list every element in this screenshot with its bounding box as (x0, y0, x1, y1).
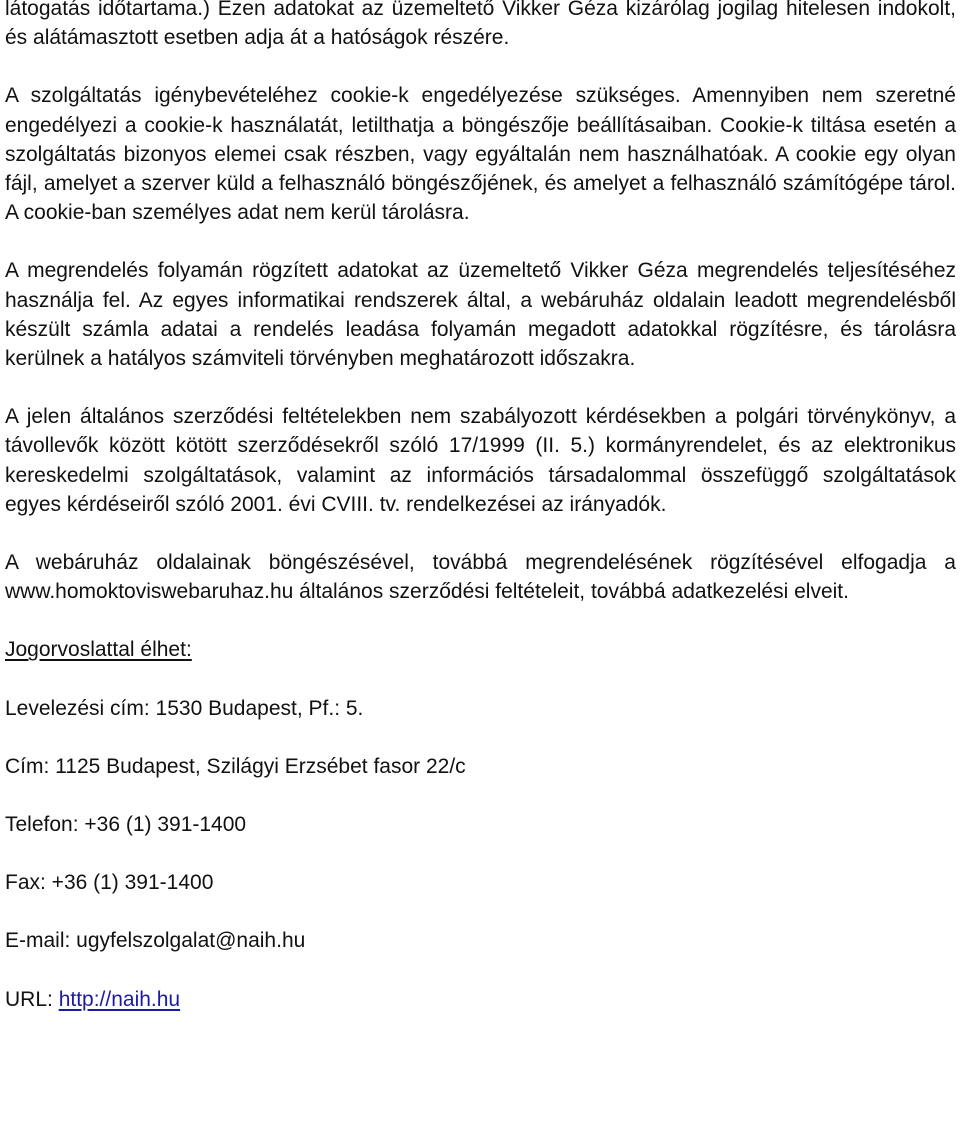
paragraph-legal-basis: A jelen általános szerződési feltételekben nem szabályozott kérdésekben a polgári törvénykönyv, a távollevők között kötött szerződésekről szóló 17/1999 (II. 5.) kormányrendelet, és az elektronikus kereskedelmi szolgáltatások, valamint az információs társadalommal összefüggő szolgáltatások egyes kérdéseiről szóló 2001. évi CVIII. tv. rendelkezései az irányadók. (5, 405, 956, 516)
url-link[interactable]: http://naih.hu (58, 987, 181, 1011)
document-page (5, 0, 956, 1014)
phone-line: Telefon: +36 (1) 391-1400 (5, 813, 247, 837)
paragraph-data-transfer: látogatás időtartama.) Ezen adatokat az üzemeltető Vikker Géza kizárólag jogilag hitelesen indokolt, és alátámasztott esetben adja át a hatóságok részére. (5, 0, 956, 50)
fax-line: Fax: +36 (1) 391-1400 (5, 871, 214, 895)
email-line: E-mail: ugyfelszolgalat@naih.hu (5, 929, 306, 953)
address-line: Cím: 1125 Budapest, Szilágyi Erzsébet fasor 22/c (5, 754, 466, 778)
url-label: URL: (5, 987, 59, 1011)
paragraph-acceptance: A webáruház oldalainak böngészésével, továbbá megrendelésének rögzítésével elfogadja a www.homoktoviswebaruhaz.hu általános szerződési feltételeit, továbbá adatkezelési elveit. (5, 551, 956, 604)
paragraph-cookies: A szolgáltatás igénybevételéhez cookie-k engedélyezése szükséges. Amennyiben nem szeretné engedélyezi a cookie-k használatát, letilthatja a böngészője beállításaiban. Cookie-k tiltása esetén a szolgáltatás bizonyos elemei csak részben, vagy egyáltalán nem használhatóak. A cookie egy olyan fájl, amelyet a szerver küld a felhasználó böngészőjének, és amelyet a felhasználó számítógépe tárol. A cookie-ban személyes adat nem kerül tárolásra. (5, 84, 956, 225)
paragraph-order-data: A megrendelés folyamán rögzített adatokat az üzemeltető Vikker Géza megrendelés teljesítéséhez használja fel. Az egyes informatikai rendszerek által, a webáruház oldalain leadott megrendelésből készült számla adatai a rendelés leadása folyamán megadott adatokkal rögzítésre, és tárolásra kerülnek a hatályos számviteli törvényben meghatározott időszakra. (5, 259, 956, 371)
mail-address-line: Levelezési cím: 1530 Budapest, Pf.: 5. (5, 696, 364, 720)
legal-remedy-heading-colon: : (185, 638, 192, 662)
legal-remedy-heading-text: Jogorvoslattal élhet (5, 638, 186, 662)
url-line (5, 985, 956, 1014)
contact-block (5, 694, 956, 1014)
legal-remedy-heading (5, 635, 956, 664)
